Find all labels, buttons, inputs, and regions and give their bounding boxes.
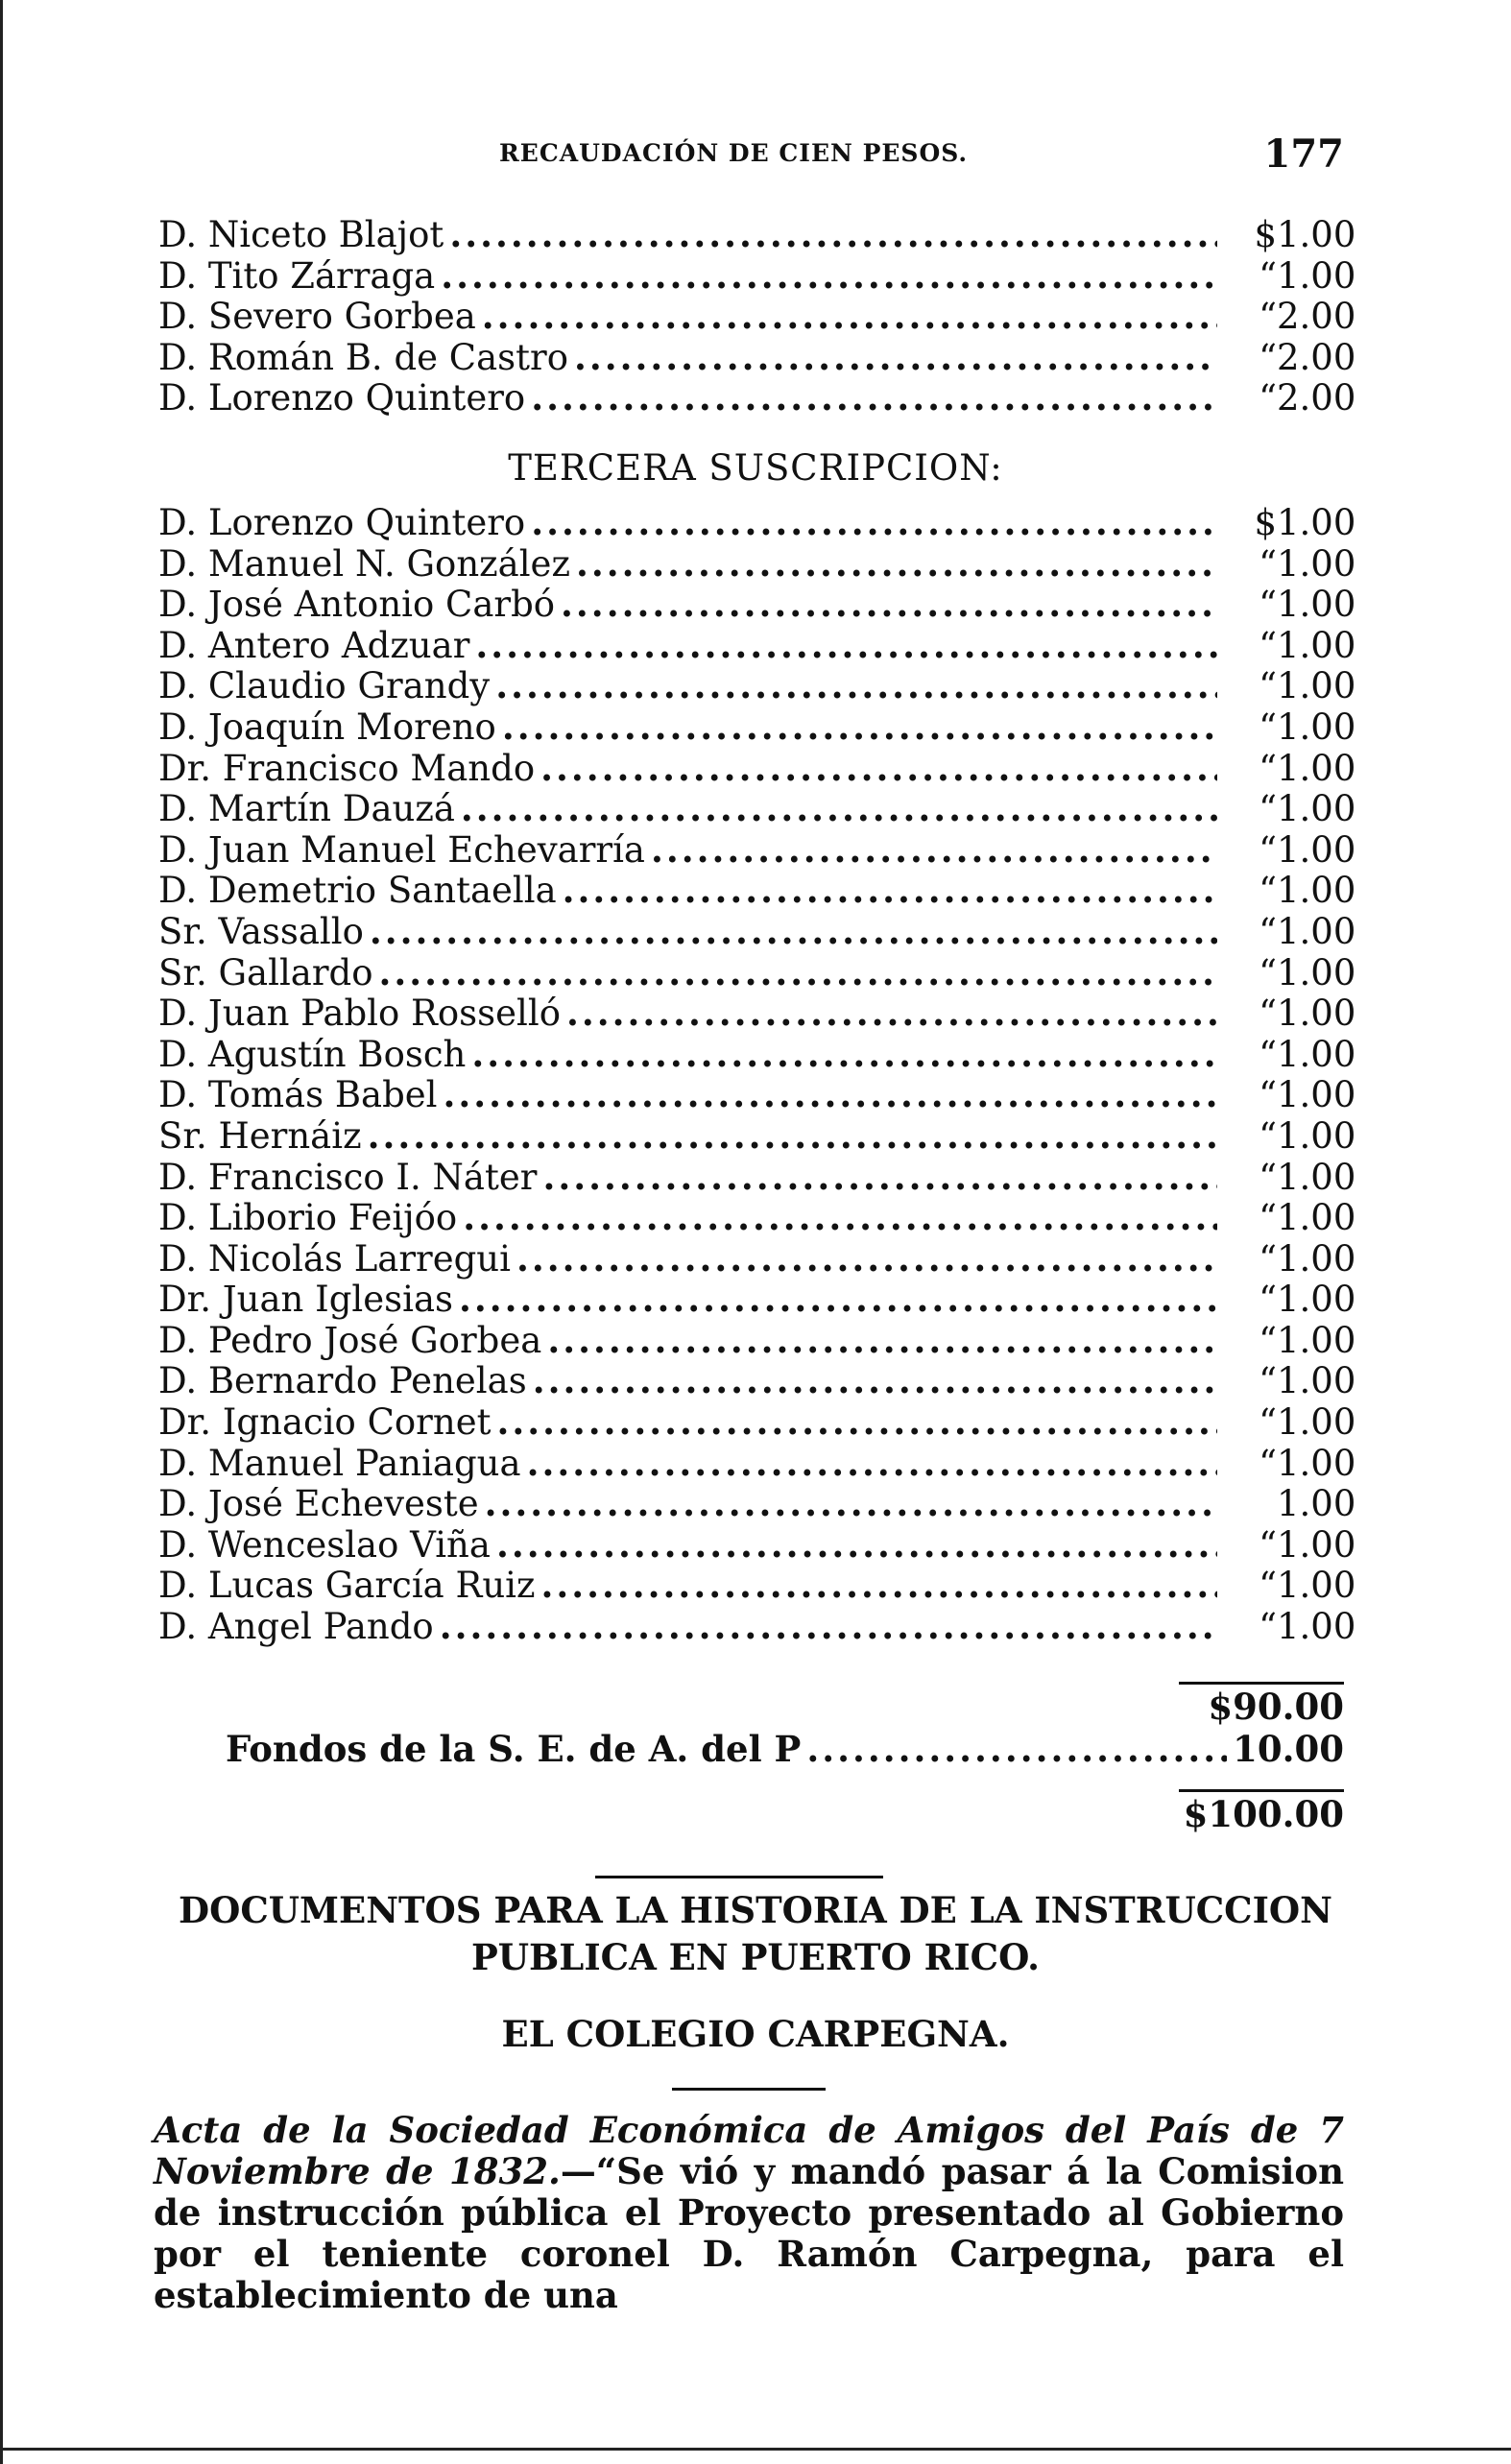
subscriber-amount: 1.00 xyxy=(1277,788,1356,830)
acta-text: —“Se vió y mandó pasar á la Comision de instrucción pública el Proyecto presentado al Gobierno por el teniente coronel D. Ramón Carpegna, para el establecimiento de una xyxy=(154,2150,1344,2316)
subscriber-amount: 1.00 xyxy=(1277,870,1356,912)
subscriber-name: D. Manuel N. González xyxy=(158,542,570,585)
leader-dots xyxy=(542,1157,1217,1198)
subscriber-row xyxy=(158,1197,1356,1239)
currency-mark: “ xyxy=(1259,1074,1277,1116)
currency-mark: “ xyxy=(1259,1606,1277,1648)
leader-dots xyxy=(563,870,1217,911)
leader-dots xyxy=(441,255,1217,297)
subscriber-name: D. Juan Manuel Echevarría xyxy=(158,828,645,871)
subscriber-row xyxy=(158,1279,1356,1321)
subscriber-amount: 1.00 xyxy=(1277,1074,1356,1116)
subscriber-row xyxy=(158,1523,1356,1566)
subscriber-name: D. Joaquín Moreno xyxy=(158,706,496,748)
currency-mark: “ xyxy=(1259,1197,1277,1239)
subscriber-name: D. Martín Dauzá xyxy=(158,788,455,830)
subscriber-amount: 2.00 xyxy=(1277,377,1356,419)
subscriber-name: D. Román B. de Castro xyxy=(158,336,568,378)
currency-mark: “ xyxy=(1259,1279,1277,1321)
subscriber-name: D. Tito Zárraga xyxy=(158,254,436,297)
leader-dots xyxy=(449,214,1217,255)
subscriber-name: D. Lorenzo Quintero xyxy=(158,502,526,543)
subscriber-amount: 2.00 xyxy=(1277,296,1356,338)
subscriber-row xyxy=(158,788,1356,830)
subscriber-name: D. Antero Adzuar xyxy=(158,624,470,666)
subscriber-name: D. Lucas García Ruiz xyxy=(158,1565,536,1607)
currency-mark: “ xyxy=(1259,336,1277,378)
currency-mark: “ xyxy=(1259,747,1277,789)
currency-mark: “ xyxy=(1259,665,1277,707)
subscriber-name: D. José Echeveste xyxy=(158,1483,479,1525)
subscriber-row xyxy=(158,296,1356,338)
subscriber-amount: 1.00 xyxy=(1277,706,1356,748)
section-divider xyxy=(595,1876,883,1878)
currency-mark: $ xyxy=(1254,214,1277,255)
subscriber-amount: 1.00 xyxy=(1277,214,1356,255)
currency-mark: “ xyxy=(1259,993,1277,1035)
page-number: 177 xyxy=(1263,132,1344,177)
subscriber-row xyxy=(158,624,1356,666)
currency-mark: “ xyxy=(1259,788,1277,830)
subscriber-row xyxy=(158,542,1356,585)
subscriber-amount: 1.00 xyxy=(1277,1156,1356,1198)
subscriber-row xyxy=(158,747,1356,789)
subscriber-name: Sr. Vassallo xyxy=(158,910,364,952)
subscriber-row xyxy=(158,1442,1356,1484)
subscriber-amount: 1.00 xyxy=(1277,1606,1356,1648)
subscriber-row xyxy=(158,1114,1356,1157)
currency-mark: “ xyxy=(1259,1319,1277,1361)
subscriber-row xyxy=(158,1033,1356,1075)
fondos-label: Fondos de la S. E. de A. del P xyxy=(226,1728,802,1770)
subscriber-name: D. Agustín Bosch xyxy=(158,1033,467,1075)
fondos-amount: 10.00 xyxy=(1233,1728,1344,1770)
subscriber-name: D. Francisco I. Náter xyxy=(158,1156,538,1198)
subscriber-amount: 1.00 xyxy=(1277,1197,1356,1239)
subscriber-amount: 1.00 xyxy=(1277,1319,1356,1361)
leader-dots xyxy=(806,1728,1227,1770)
subscriber-amount: 2.00 xyxy=(1277,336,1356,378)
subscriber-row xyxy=(158,1401,1356,1444)
subscriber-row xyxy=(158,377,1356,419)
subscriber-amount: 1.00 xyxy=(1277,624,1356,666)
leader-dots xyxy=(459,1279,1217,1320)
page-left-edge xyxy=(0,0,3,2464)
subscriber-row xyxy=(158,1360,1356,1402)
currency-mark: “ xyxy=(1259,1565,1277,1607)
subscriber-row xyxy=(158,584,1356,626)
leader-dots xyxy=(471,1034,1217,1075)
currency-mark: “ xyxy=(1259,870,1277,912)
subscriber-row xyxy=(158,1156,1356,1198)
currency-mark: “ xyxy=(1259,1156,1277,1198)
currency-mark: “ xyxy=(1259,624,1277,666)
subscriber-amount: 1.00 xyxy=(1277,1523,1356,1566)
subscriber-name: D. Wenceslao Viña xyxy=(158,1523,491,1566)
total-rule xyxy=(1179,1789,1344,1792)
leader-dots xyxy=(485,1483,1217,1524)
subscriber-name: D. Lorenzo Quintero xyxy=(158,377,526,419)
subscriber-amount: 1.00 xyxy=(1277,502,1356,543)
leader-dots xyxy=(496,1401,1217,1443)
leader-dots xyxy=(378,952,1217,993)
leader-dots xyxy=(531,377,1217,419)
subscriber-name: Dr. Juan Iglesias xyxy=(158,1279,454,1321)
currency-mark: “ xyxy=(1259,254,1277,297)
subscriber-row xyxy=(158,1483,1356,1525)
section-heading: TERCERA SUSCRIPCION: xyxy=(508,447,1003,489)
subscriber-row xyxy=(158,951,1356,993)
leader-dots xyxy=(561,584,1217,625)
subscriber-row xyxy=(158,910,1356,952)
subscriber-name: D. Severo Gorbea xyxy=(158,296,476,338)
leader-dots xyxy=(370,911,1217,952)
subscriber-amount: 1.00 xyxy=(1277,254,1356,297)
subscriber-amount: 1.00 xyxy=(1277,1033,1356,1075)
leader-dots xyxy=(576,543,1217,585)
subscriber-name: Dr. Francisco Mando xyxy=(158,747,536,789)
leader-dots xyxy=(531,502,1217,543)
subscriber-amount: 1.00 xyxy=(1277,542,1356,585)
subtotal: $90.00 xyxy=(1208,1686,1344,1728)
currency-mark: “ xyxy=(1259,377,1277,419)
subscriber-amount: 1.00 xyxy=(1277,1565,1356,1607)
leader-dots xyxy=(496,1524,1217,1566)
acta-citation: Acta de la Sociedad Económica de Amigos del País de 7 Noviembre de 1832. xyxy=(154,2109,1344,2192)
leader-dots xyxy=(541,1565,1218,1606)
subscriber-amount: 1.00 xyxy=(1277,1401,1356,1444)
running-head: RECAUDACIÓN DE CIEN PESOS. xyxy=(499,139,969,167)
subscriber-name: D. Liborio Feijóo xyxy=(158,1197,458,1239)
subscriber-name: D. Pedro José Gorbea xyxy=(158,1319,542,1361)
document-title-line1: DOCUMENTOS PARA LA HISTORIA DE LA INSTRUCCION xyxy=(179,1889,1332,1931)
currency-mark: “ xyxy=(1259,542,1277,585)
subscriber-row xyxy=(158,665,1356,707)
currency-mark: “ xyxy=(1259,828,1277,871)
leader-dots xyxy=(444,1074,1217,1115)
subscriber-amount: 1.00 xyxy=(1277,1237,1356,1280)
subscriber-row xyxy=(158,336,1356,378)
subscriber-amount: 1.00 xyxy=(1277,584,1356,626)
currency-mark: “ xyxy=(1259,1401,1277,1444)
leader-dots xyxy=(475,625,1217,666)
grand-total: $100.00 xyxy=(1183,1793,1344,1835)
leader-dots xyxy=(463,1197,1217,1238)
subscriber-name: D. Manuel Paniagua xyxy=(158,1442,521,1484)
sum-rule xyxy=(1179,1682,1344,1685)
subscriber-row xyxy=(158,1074,1356,1116)
currency-mark: “ xyxy=(1259,584,1277,626)
currency-mark: “ xyxy=(1259,1523,1277,1566)
leader-dots xyxy=(527,1443,1217,1484)
subscriber-row xyxy=(158,254,1356,297)
leader-dots xyxy=(368,1115,1217,1157)
subscriber-amount: 1.00 xyxy=(1277,1360,1356,1402)
leader-dots xyxy=(440,1606,1217,1647)
subscriber-list-continued xyxy=(158,214,1356,419)
leader-dots xyxy=(547,1320,1217,1361)
subscriber-row xyxy=(158,828,1356,871)
colegio-title: EL COLEGIO CARPEGNA. xyxy=(501,2013,1010,2055)
subscriber-name: D. Nicolás Larregui xyxy=(158,1237,511,1280)
subscriber-row xyxy=(158,502,1356,543)
leader-dots xyxy=(574,337,1217,378)
currency-mark: “ xyxy=(1259,910,1277,952)
currency-mark: “ xyxy=(1259,1442,1277,1484)
subscriber-amount: 1.00 xyxy=(1277,1483,1356,1525)
subscriber-row xyxy=(158,1319,1356,1361)
leader-dots xyxy=(495,665,1217,706)
currency-mark: “ xyxy=(1259,296,1277,338)
subscriber-amount: 1.00 xyxy=(1277,1442,1356,1484)
subscriber-name: D. Niceto Blajot xyxy=(158,214,444,255)
leader-dots xyxy=(516,1238,1217,1280)
currency-mark: $ xyxy=(1254,502,1277,543)
leader-dots xyxy=(651,829,1217,871)
subscriber-amount: 1.00 xyxy=(1277,951,1356,993)
leader-dots xyxy=(533,1360,1217,1401)
subscriber-name: Sr. Hernáiz xyxy=(158,1114,362,1157)
leader-dots xyxy=(566,993,1217,1034)
subscriber-name: D. Tomás Babel xyxy=(158,1074,438,1116)
currency-mark: “ xyxy=(1259,1033,1277,1075)
subscriber-amount: 1.00 xyxy=(1277,747,1356,789)
fondos-row xyxy=(226,1728,1344,1770)
leader-dots xyxy=(461,788,1217,829)
subscriber-name: D. José Antonio Carbó xyxy=(158,584,556,626)
subscriber-row xyxy=(158,706,1356,748)
subscriber-row xyxy=(158,214,1356,255)
subscriber-amount: 1.00 xyxy=(1277,910,1356,952)
subscriber-amount: 1.00 xyxy=(1277,993,1356,1035)
subscriber-row xyxy=(158,1237,1356,1280)
subscriber-amount: 1.00 xyxy=(1277,1279,1356,1321)
subscriber-amount: 1.00 xyxy=(1277,1114,1356,1157)
page-header xyxy=(154,132,1344,179)
subscriber-name: Dr. Ignacio Cornet xyxy=(158,1401,492,1444)
subscriber-amount: 1.00 xyxy=(1277,828,1356,871)
acta-paragraph xyxy=(154,2110,1344,2316)
subscriber-amount: 1.00 xyxy=(1277,665,1356,707)
subscriber-row xyxy=(158,1606,1356,1648)
currency-mark: “ xyxy=(1259,706,1277,748)
subscriber-name: D. Angel Pando xyxy=(158,1606,434,1648)
leader-dots xyxy=(482,296,1217,337)
subscriber-name: D. Juan Pablo Rosselló xyxy=(158,993,561,1035)
document-title-line2: PUBLICA EN PUERTO RICO. xyxy=(470,1936,1041,1978)
subscriber-row xyxy=(158,870,1356,912)
currency-mark: “ xyxy=(1259,1360,1277,1402)
subscriber-name: D. Bernardo Penelas xyxy=(158,1360,527,1402)
subscriber-name: D. Claudio Grandy xyxy=(158,665,491,707)
currency-mark: “ xyxy=(1259,1114,1277,1157)
subscriber-row xyxy=(158,993,1356,1035)
currency-mark: “ xyxy=(1259,951,1277,993)
leader-dots xyxy=(502,706,1217,748)
page-bottom-edge xyxy=(0,2448,1511,2451)
subscriber-name: Sr. Gallardo xyxy=(158,951,373,993)
subscriber-row xyxy=(158,1565,1356,1607)
subscriber-name: D. Demetrio Santaella xyxy=(158,870,557,912)
title-divider xyxy=(672,2088,826,2091)
leader-dots xyxy=(540,748,1217,789)
tercera-suscripcion-list xyxy=(158,502,1356,1648)
currency-mark: “ xyxy=(1259,1237,1277,1280)
